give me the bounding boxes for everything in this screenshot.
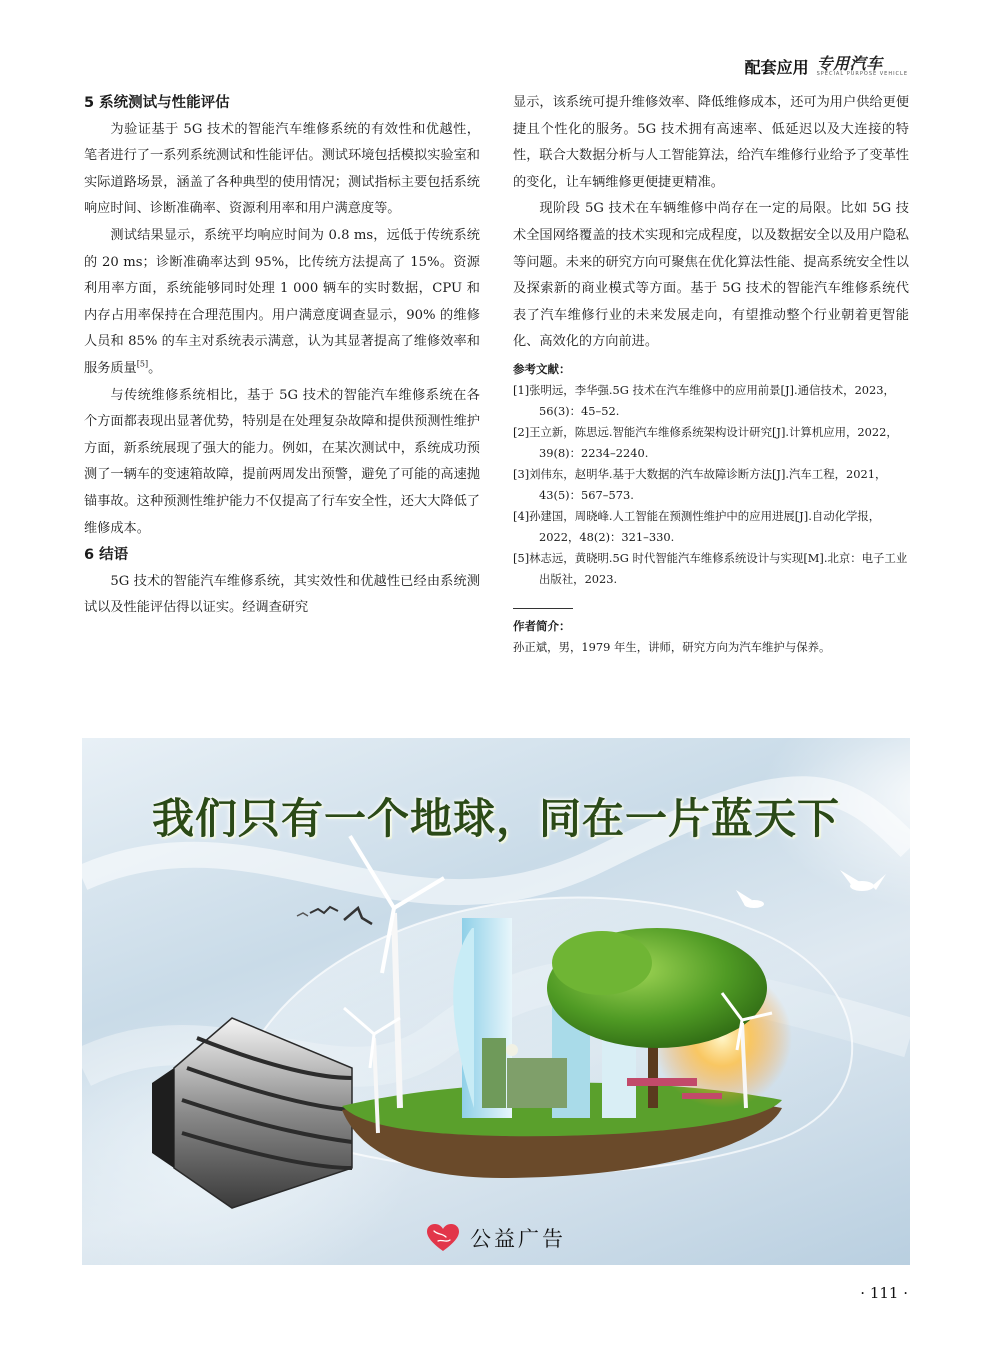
ad-headline: 我们只有一个地球，同在一片蓝天下	[151, 794, 840, 843]
ad-footer-label: 公益广告	[470, 1227, 566, 1251]
section-5-heading: 5 系统测试与性能评估	[84, 95, 230, 111]
tree-canopy	[552, 931, 652, 995]
bird	[310, 907, 338, 913]
references-heading: 参考文献：	[513, 361, 571, 376]
section-5-paragraph-2-text: 测试结果显示，系统平均响应时间为 0.8 ms，远低于传统系统的 20 ms；诊断准确率达到 95%，比传统方法提高了 15%。资源利用率方面，系统能够同时处理 1 000 辆车的实时数据，CPU 和内存占用率保持在合理范围内。用户满意度调查显示，90% 的维修人员和 85% 的车主对系统表示满意，认为其显著提高了维修效率和服务质量	[84, 227, 480, 376]
author-divider	[513, 608, 573, 609]
park-bench	[682, 1093, 722, 1099]
tree-trunk	[648, 1038, 658, 1108]
conclusion-continued-paragraph: 显示，该系统可提升维修效率、降低维修成本，还可为用户供给更便捷且个性化的服务。5G 技术拥有高速率、低延迟以及大连接的特性，联合大数据分析与人工智能算法，给汽车维修行业给予了变革性的变化，让车辆维修更便捷更精准。	[513, 95, 909, 190]
clock-face	[506, 1044, 518, 1056]
small-building	[507, 1058, 567, 1108]
citation-5: [5]	[136, 359, 149, 369]
journal-logo	[816, 53, 908, 77]
bird	[297, 913, 308, 916]
reference-item: [3]刘伟东，赵明华.基于大数据的汽车故障诊断方法[J].汽车工程，2021，43(5)：567–573.	[513, 466, 887, 502]
conclusion-paragraph-2: 现阶段 5G 技术在车辆维修中尚存在一定的局限。比如 5G 技术全国网络覆盖的技术实现和完成程度，以及数据安全以及用户隐私等问题。未来的研究方向可聚焦在优化算法性能、提高系统安全性以及探索新的商业模式等方面。基于 5G 技术的智能汽车维修系统代表了汽车维修行业的未来发展走向，有望推动整个行业朝着更智能化、高效化的方向前进。	[513, 201, 909, 350]
reference-item: [5]林志远，黄晓明.5G 时代智能汽车维修系统设计与实现[M].北京：电子工业出版社，2023.	[513, 550, 908, 586]
reference-item: [4]孙建国，周晓峰.人工智能在预测性维护中的应用进展[J].自动化学报，2022，48(2)：321–330.	[513, 508, 881, 544]
section-label: 配套应用	[744, 57, 809, 77]
section-5-paragraph-2-end: 。	[148, 360, 162, 376]
ad-footer	[82, 1218, 910, 1258]
journal-logo-subtext: SPECIAL PURPOSE VEHICLE	[816, 70, 908, 77]
section-5-paragraph-2	[84, 223, 480, 383]
reference-item: [2]王立新，陈思远.智能汽车维修系统架构设计研究[J].计算机应用，2022，39(8)：2234–2240.	[513, 424, 898, 460]
park-bench	[627, 1078, 697, 1086]
running-header	[745, 52, 908, 80]
section-5-paragraph-3: 与传统维修系统相比，基于 5G 技术的智能汽车维修系统在各个方面都表现出显著优势，特别是在处理复杂故障和提供预测性维护方面，新系统展现了强大的能力。例如，在某次测试中，系统成功预测了一辆车的变速箱故障，提前两周发出预警，避免了可能的高速抛锚事故。这种预测性维护能力不仅提高了行车安全性，还大大降低了维修成本。	[84, 387, 480, 536]
public-service-ad	[82, 738, 910, 1265]
reference-item: [1]张明远，李华强.5G 技术在汽车维修中的应用前景[J].通信技术，2023，56(3)：45–52.	[513, 382, 895, 418]
bird	[344, 908, 372, 924]
author-bio-heading: 作者简介：	[513, 618, 571, 633]
small-building	[482, 1038, 506, 1108]
journal-logo-text: 专用汽车	[816, 53, 883, 73]
author-bio-text: 孙正斌，男，1979 年生，讲师，研究方向为汽车维护与保养。	[513, 639, 831, 654]
section-6-heading: 6 结语	[84, 547, 129, 564]
left-column	[84, 90, 480, 622]
page-number: · 111 ·	[860, 1284, 908, 1302]
section-6-paragraph-1: 5G 技术的智能汽车维修系统，其实效性和优越性已经由系统测试以及性能评估得以证实。经调查研究	[84, 573, 480, 616]
section-5-paragraph-1: 为验证基于 5G 技术的智能汽车维修系统的有效性和优越性，笔者进行了一系列系统测试和性能评估。测试环境包括模拟实验室和实际道路场景，涵盖了各种典型的使用情况；测试指标主要包括系统响应时间、诊断准确率、资源利用率和用户满意度等。	[84, 121, 480, 217]
heart-icon	[426, 1223, 460, 1253]
right-column	[513, 90, 909, 658]
